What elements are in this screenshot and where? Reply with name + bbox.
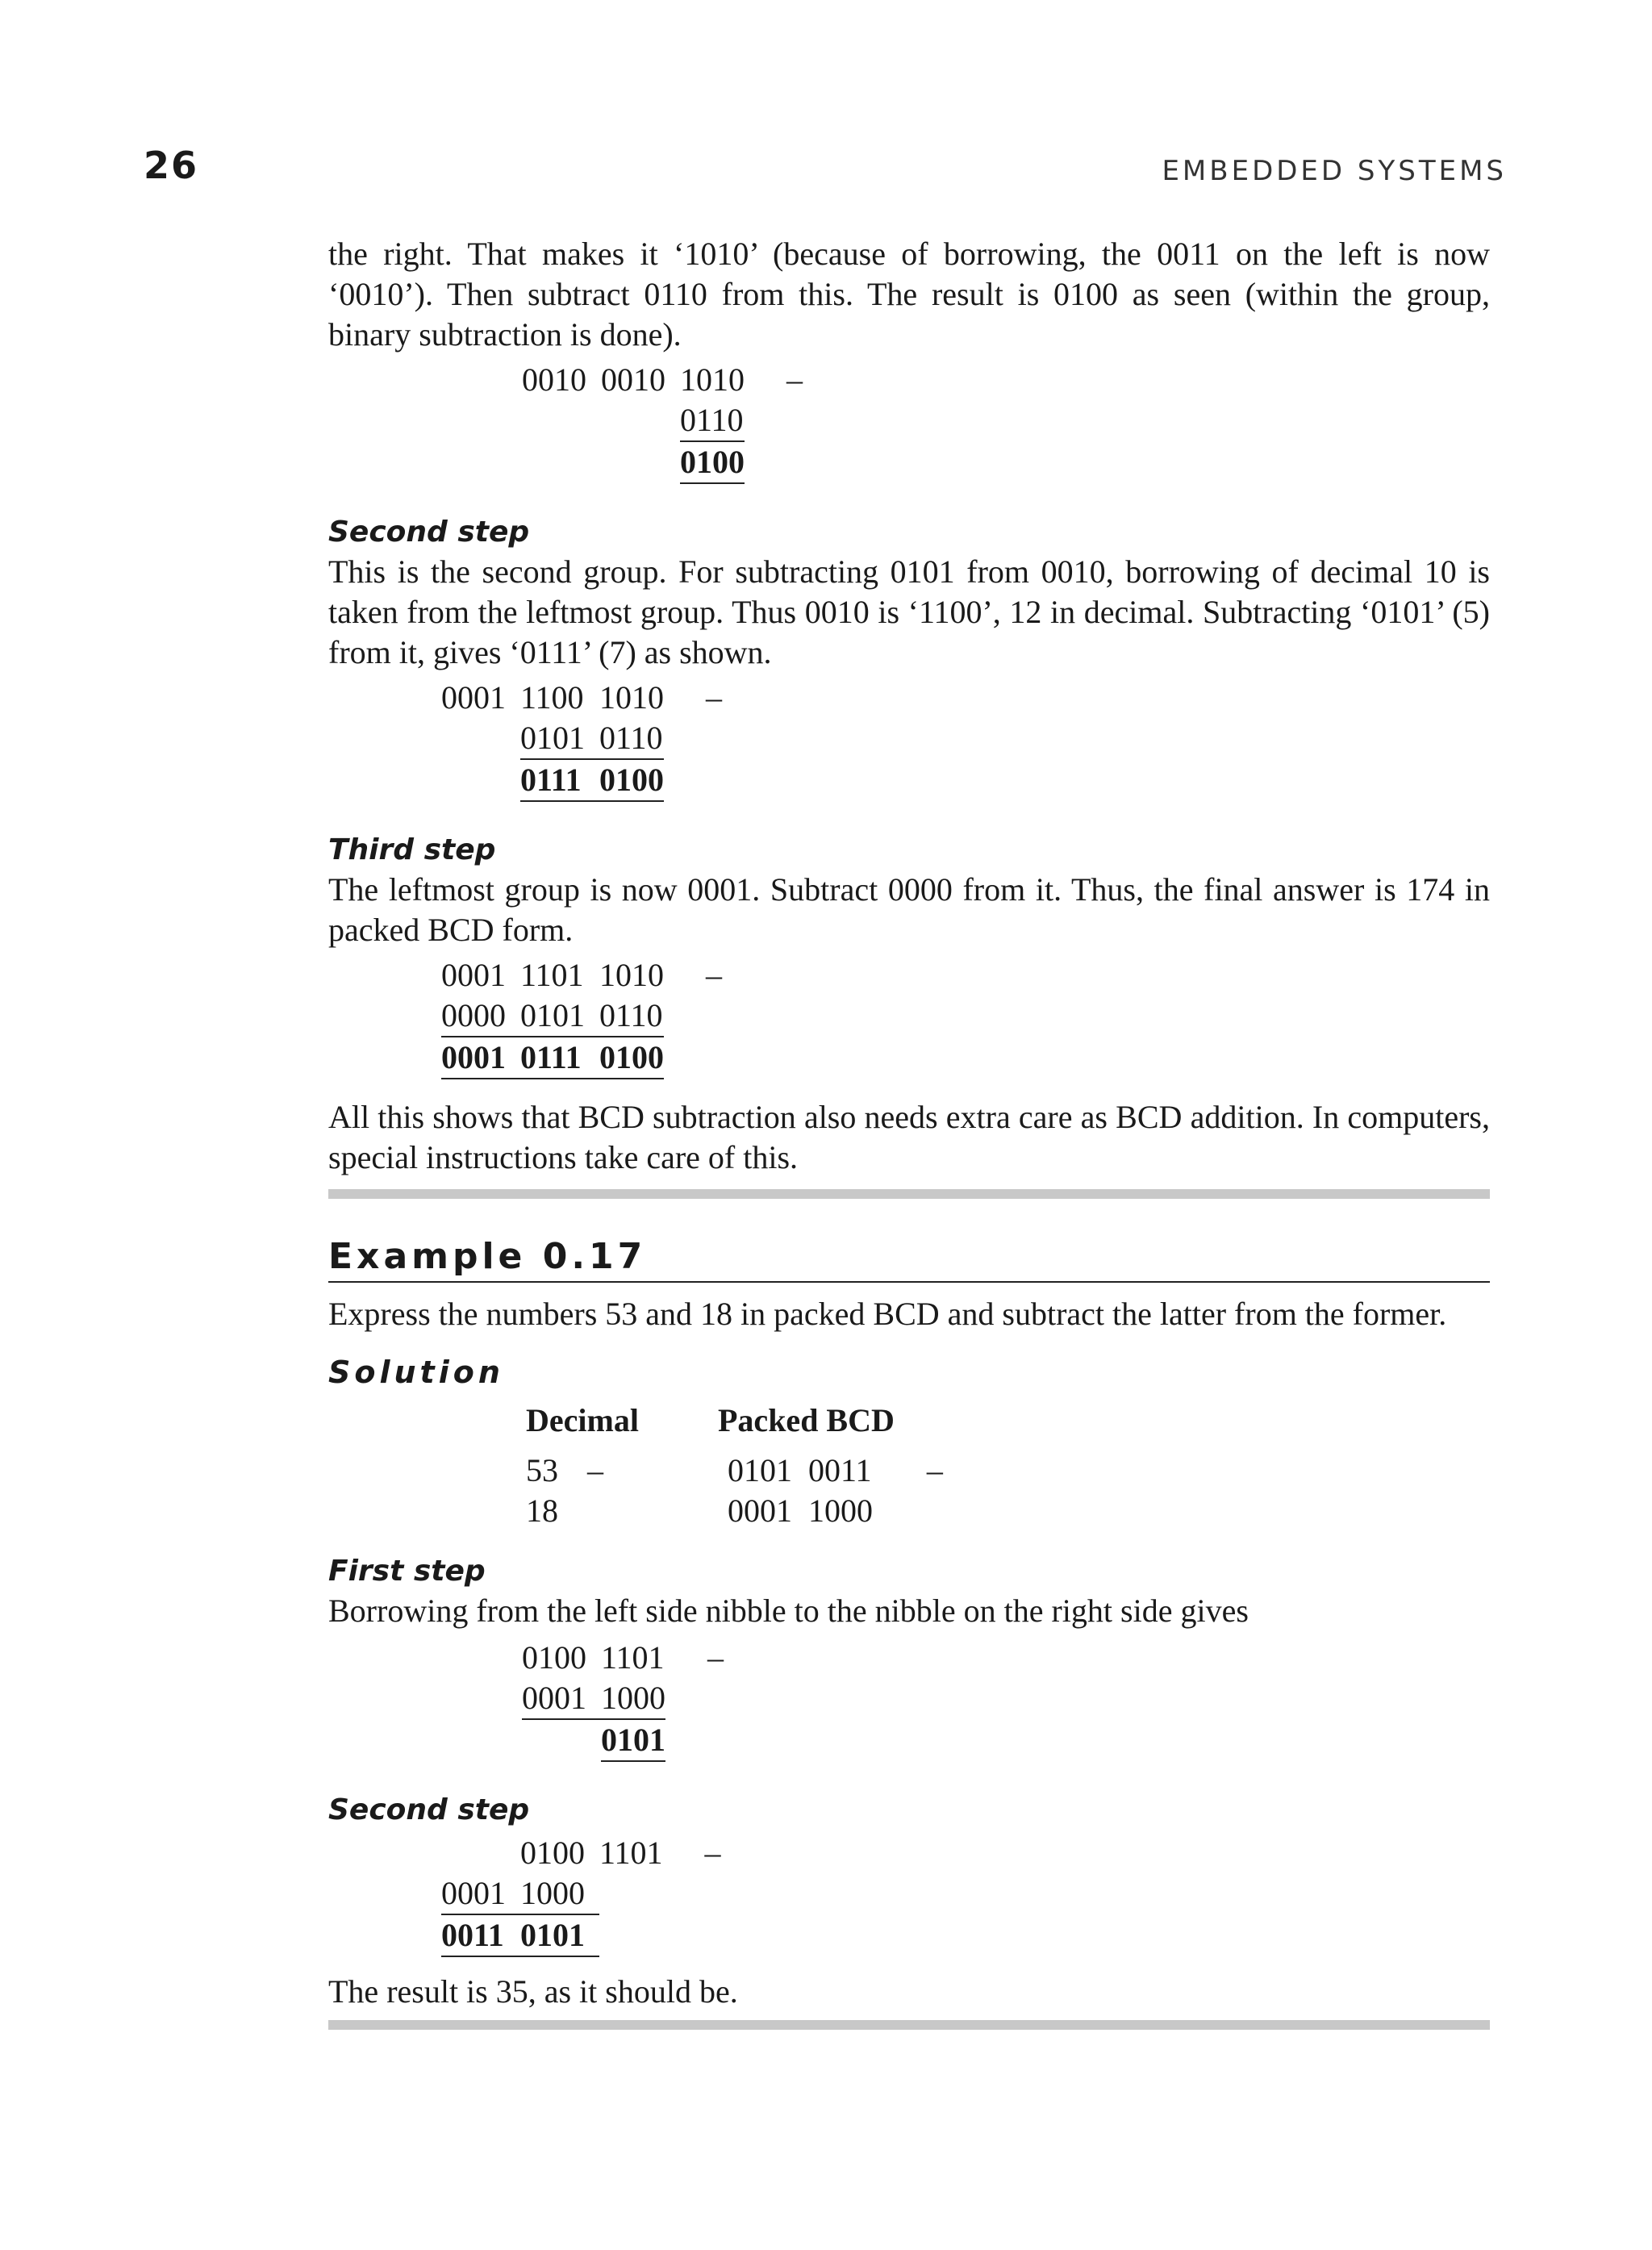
calc-result: 0001 (441, 1037, 520, 1079)
solution-heading: Solution (328, 1355, 504, 1390)
third-step-heading: Third step (328, 833, 496, 866)
minus-sign: – (707, 1639, 724, 1676)
intro-paragraph: the right. That makes it ‘1010’ (because of borrowing, the 0011 on the left is now ‘0010’). Then subtract 0110 from this. The result is 0100 as seen (within the group, binary subtraction is done). (328, 236, 1490, 353)
calc-cell: 1010 (680, 361, 745, 398)
calc-cell: 1101 (520, 957, 584, 993)
third-step-paragraph: The leftmost group is now 0001. Subtract 0000 from it. Thus, the final answer is 174 in packed BCD form. (328, 871, 1490, 948)
example-rule (328, 1281, 1490, 1283)
minus-sign: – (704, 1835, 721, 1871)
calc-result: 0100 (599, 1037, 664, 1079)
calc-result: 0101 (520, 1914, 599, 1956)
section-divider (328, 1189, 1490, 1199)
calc-result: 0111 (520, 1037, 599, 1079)
minus-sign: – (706, 957, 722, 993)
calc-result: 0011 (441, 1914, 520, 1956)
calc-cell: 1101 (601, 1639, 665, 1676)
table-row (526, 1491, 943, 1531)
calc-cell: 0000 (441, 996, 520, 1037)
calc-cell: 1000 (520, 1873, 599, 1914)
column-header: Decimal (526, 1402, 639, 1438)
example-first-step-paragraph: Borrowing from the left side nibble to the nibble on the right side gives (328, 1593, 1249, 1629)
minus-sign: – (786, 361, 803, 398)
calc-cell: 1010 (599, 957, 664, 993)
calc-result: 0100 (680, 441, 745, 483)
calc-cell: 1010 (599, 679, 664, 716)
calc-cell: 0100 (522, 1639, 586, 1676)
calc-cell: 0100 (520, 1835, 585, 1871)
table-row (526, 1451, 943, 1491)
second-step-heading: Second step (328, 516, 530, 549)
calc-cell: 1101 (599, 1835, 663, 1871)
calc-result: 0111 (520, 759, 599, 801)
calc-cell: 0010 (522, 361, 586, 398)
calc-cell: 0110 (599, 718, 664, 759)
column-header: Packed BCD (718, 1402, 895, 1438)
decimal-value: 18 (526, 1492, 558, 1529)
calc-cell: 0001 (441, 679, 506, 716)
minus-sign: – (706, 679, 722, 716)
calc-cell: 0001 (441, 957, 506, 993)
decimal-bcd-table (526, 1401, 1490, 1531)
example-title: Example 0.17 (328, 1236, 647, 1277)
second-step-calc (441, 678, 1490, 802)
calc-cell: 1100 (520, 679, 584, 716)
second-step-paragraph: This is the second group. For subtracting 0101 from 0010, borrowing of decimal 10 is taken from the leftmost group. Thus 0010 is ‘1100’, 12 in decimal. Subtracting ‘0101’ (5) from it, gives ‘0111’ (7) as shown. (328, 553, 1490, 670)
minus-sign: – (926, 1452, 943, 1488)
calc-result: 0100 (599, 759, 664, 801)
bcd-value: 0101 0011 (728, 1452, 872, 1488)
third-step-calc (441, 955, 1490, 1079)
section-divider (328, 2020, 1490, 2030)
calc-cell: 0101 (520, 996, 599, 1037)
page-content (328, 234, 1490, 2030)
calc-cell: 1000 (601, 1678, 665, 1719)
page-number: 26 (144, 144, 199, 187)
decimal-value: 53 (526, 1452, 558, 1488)
conclusion-paragraph: All this shows that BCD subtraction also needs extra care as BCD addition. In computers, special instructions take care of this. (328, 1099, 1490, 1175)
intro-calc (522, 360, 1490, 484)
calc-cell: 0110 (599, 996, 664, 1037)
minus-sign: – (587, 1452, 603, 1488)
bcd-value: 0001 1000 (728, 1492, 873, 1529)
example-result: The result is 35, as it should be. (328, 1973, 738, 2010)
example-second-step-calc (441, 1833, 1490, 1957)
calc-cell: 0001 (441, 1873, 520, 1914)
calc-cell: 0110 (680, 400, 745, 441)
example-second-step-heading: Second step (328, 1793, 530, 1826)
calc-result: 0101 (601, 1719, 665, 1761)
example-first-step-heading: First step (328, 1555, 486, 1588)
calc-cell: 0101 (520, 718, 599, 759)
example-problem: Express the numbers 53 and 18 in packed BCD and subtract the latter from the former. (328, 1296, 1447, 1332)
example-first-step-calc (522, 1638, 1490, 1762)
calc-cell: 0010 (601, 361, 665, 398)
running-head: EMBEDDED SYSTEMS (1162, 155, 1507, 187)
calc-cell: 0001 (522, 1678, 601, 1719)
